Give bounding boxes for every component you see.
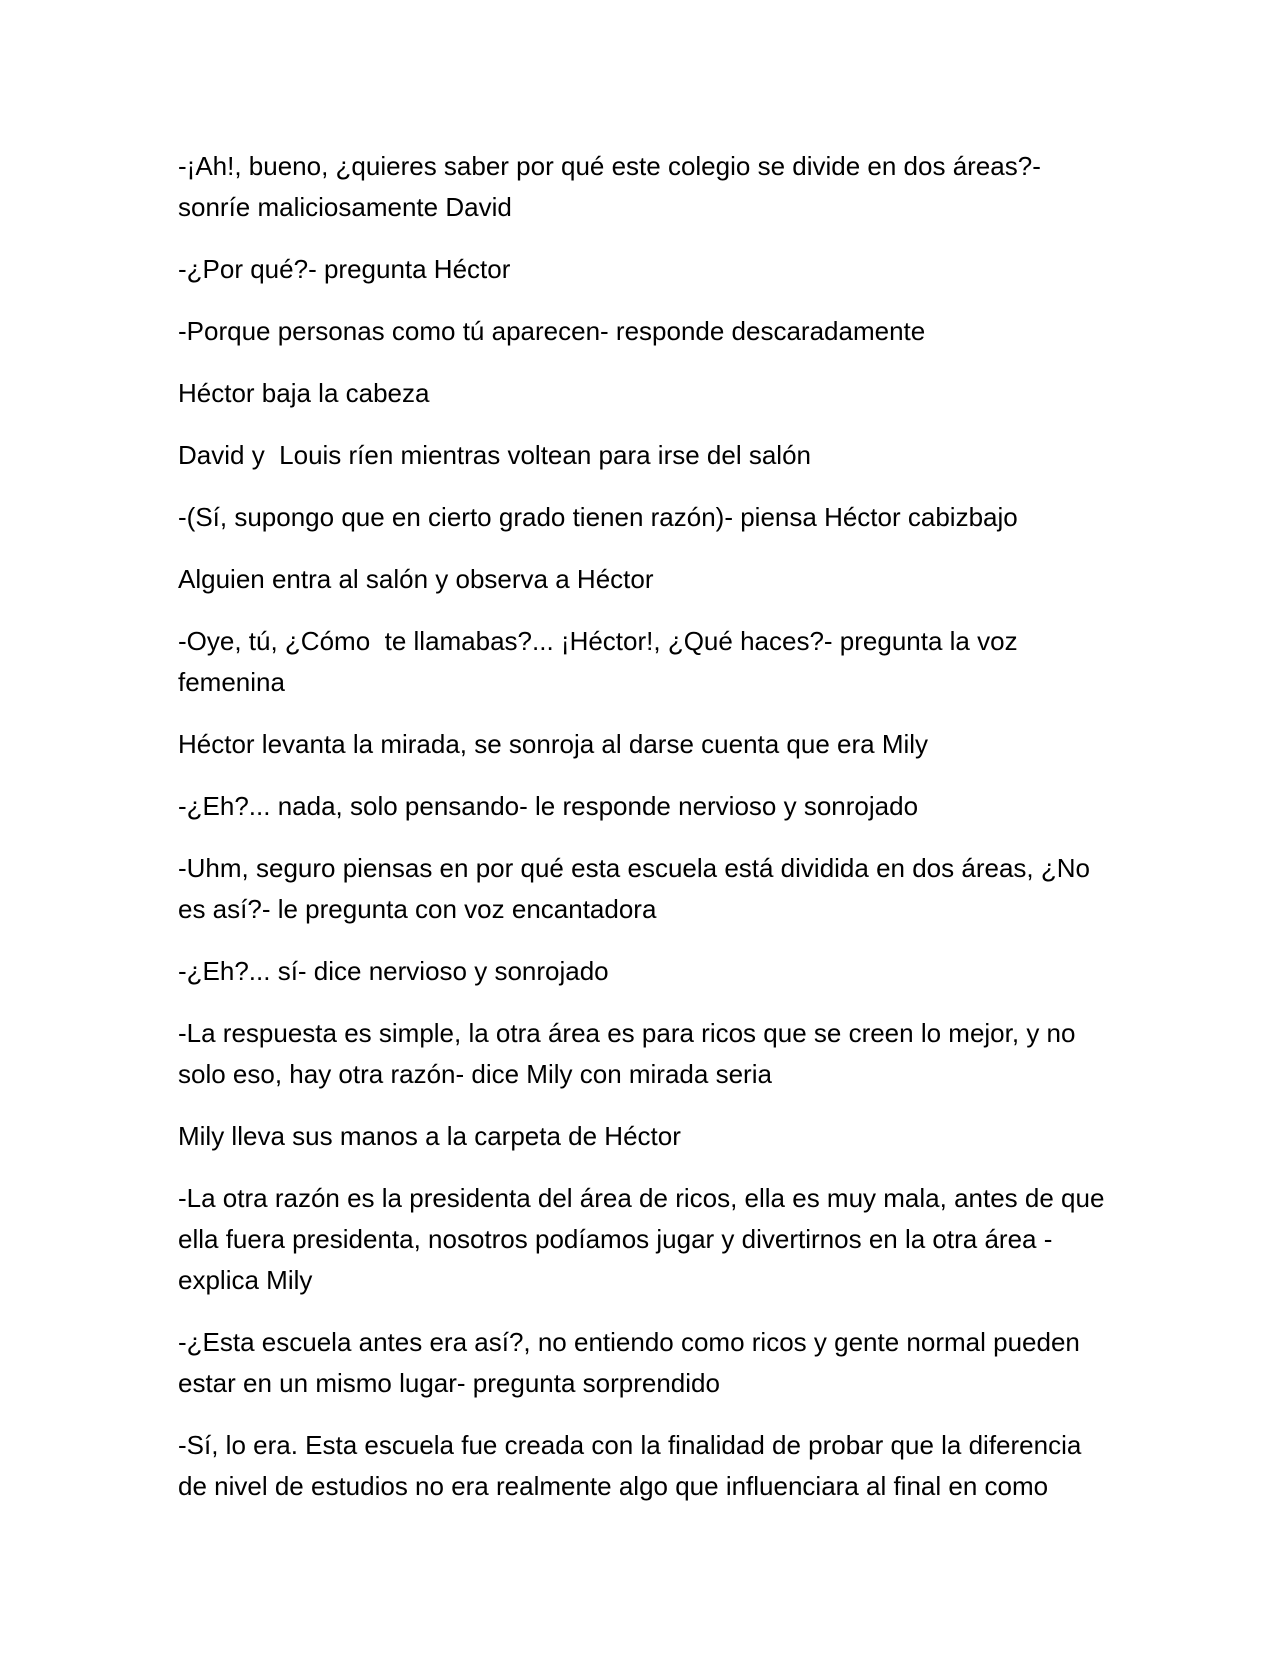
paragraph-9: Héctor levanta la mirada, se sonroja al darse cuenta que era Mily: [178, 729, 929, 759]
paragraph-8: -Oye, tú, ¿Cómo te llamabas?... ¡Héctor!, ¿Qué haces?- pregunta la voz femenina: [178, 626, 1025, 697]
paragraph-10: -¿Eh?... nada, solo pensando- le responde nervioso y sonrojado: [178, 791, 919, 821]
paragraph-4: Héctor baja la cabeza: [178, 378, 430, 408]
paragraph-7: Alguien entra al salón y observa a Héctor: [178, 564, 654, 594]
paragraph-1: -¡Ah!, bueno, ¿quieres saber por qué este colegio se divide en dos áreas?- sonríe maliciosamente David: [178, 151, 1049, 222]
paragraph-15: -La otra razón es la presidenta del área de ricos, ella es muy mala, antes de que ella fuera presidenta, nosotros podíamos jugar y divertirnos en la otra área - explica Mily: [178, 1183, 1112, 1295]
paragraph-5: David y Louis ríen mientras voltean para irse del salón: [178, 440, 811, 470]
paragraph-11: -Uhm, seguro piensas en por qué esta escuela está dividida en dos áreas, ¿No es así?- le pregunta con voz encantadora: [178, 853, 1098, 924]
paragraph-2: -¿Por qué?- pregunta Héctor: [178, 254, 511, 284]
paragraph-16: -¿Esta escuela antes era así?, no entiendo como ricos y gente normal pueden estar en un mismo lugar- pregunta sorprendido: [178, 1327, 1088, 1398]
paragraph-3: -Porque personas como tú aparecen- responde descaradamente: [178, 316, 926, 346]
document-body: [178, 146, 1112, 1528]
paragraph-14: Mily lleva sus manos a la carpeta de Héctor: [178, 1121, 681, 1151]
paragraph-12: -¿Eh?... sí- dice nervioso y sonrojado: [178, 956, 609, 986]
paragraph-13: -La respuesta es simple, la otra área es para ricos que se creen lo mejor, y no solo eso, hay otra razón- dice Mily con mirada seria: [178, 1018, 1083, 1089]
paragraph-17: -Sí, lo era. Esta escuela fue creada con la finalidad de probar que la diferencia de nivel de estudios no era realmente algo que influenciara al final en como: [178, 1430, 1089, 1501]
paragraph-6: -(Sí, supongo que en cierto grado tienen razón)- piensa Héctor cabizbajo: [178, 502, 1018, 532]
